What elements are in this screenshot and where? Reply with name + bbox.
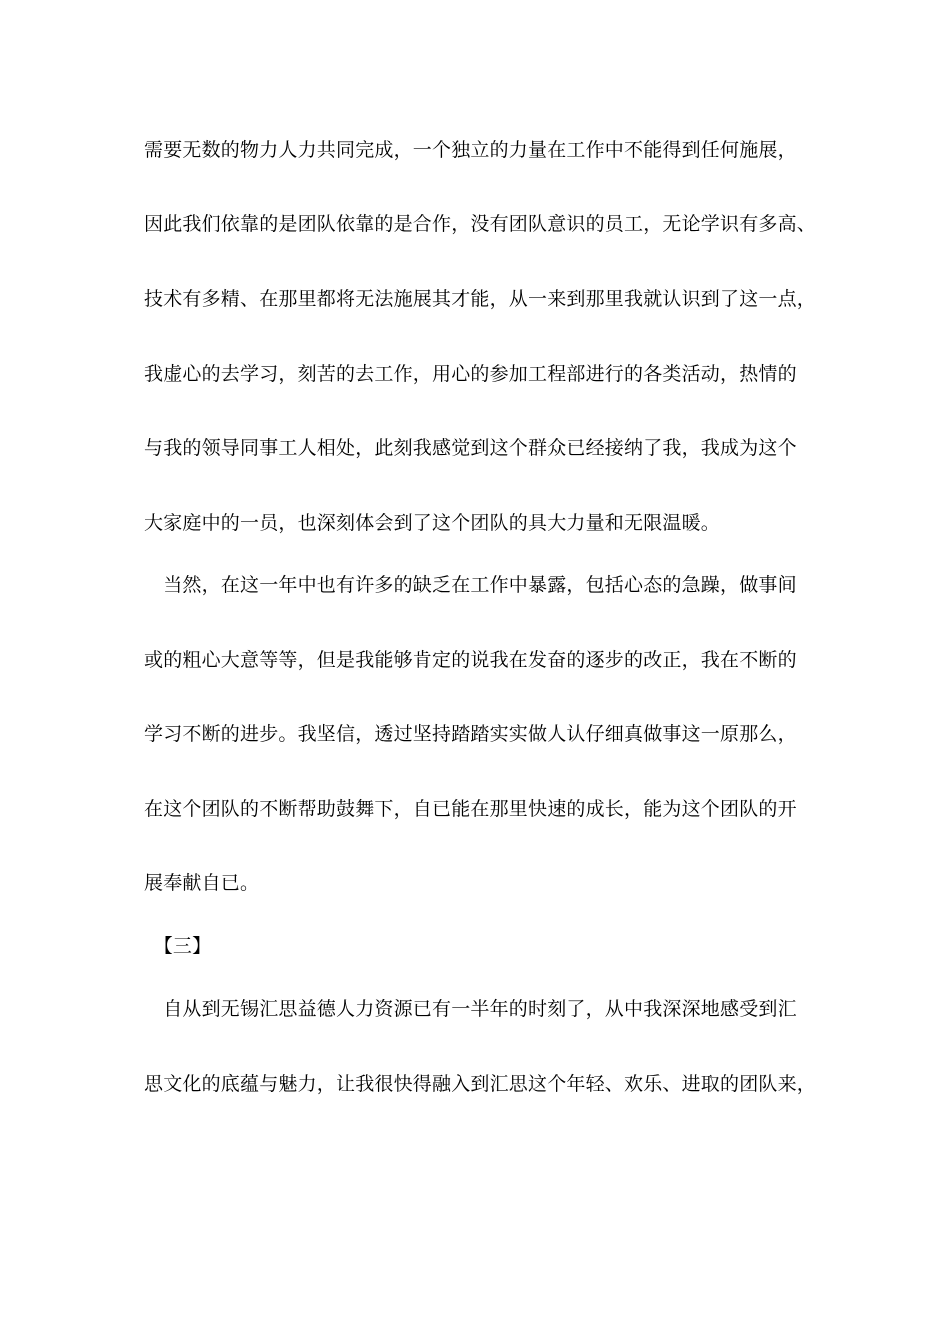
text-line: 展奉献自已。 xyxy=(144,872,260,894)
text-line: 思文化的底蕴与魅力，让我很快得融入到汇思这个年轻、欢乐、进取的团队来， xyxy=(144,1073,817,1095)
text-line: 学习不断的进步。我坚信，透过坚持踏踏实实做人认仔细真做事这一原那么， xyxy=(144,723,797,745)
text-line: 当然，在这一年中也有许多的缺乏在工作中暴露，包括心态的急躁，做事间 xyxy=(144,574,797,596)
text-line: 需要无数的物力人力共同完成，一个独立的力量在工作中不能得到任何施展， xyxy=(144,139,797,161)
text-line: 我虚心的去学习，刻苦的去工作，用心的参加工程部进行的各类活动，热情的 xyxy=(144,363,797,385)
text-line: 技术有多精、在那里都将无法施展其才能，从一来到那里我就认识到了这一点， xyxy=(144,288,817,310)
section-heading: 【三】 xyxy=(144,935,212,957)
text-line: 在这个团队的不断帮助鼓舞下，自已能在那里快速的成长，能为这个团队的开 xyxy=(144,798,797,820)
text-line: 或的粗心大意等等，但是我能够肯定的说我在发奋的逐步的改正，我在不断的 xyxy=(144,649,797,671)
text-line: 与我的领导同事工人相处，此刻我感觉到这个群众已经接纳了我，我成为这个 xyxy=(144,437,797,459)
text-line: 自从到无锡汇思益德人力资源已有一半年的时刻了，从中我深深地感受到汇 xyxy=(144,998,797,1020)
text-line: 大家庭中的一员，也深刻体会到了这个团队的具大力量和无限温暖。 xyxy=(144,512,721,534)
text-line: 因此我们依靠的是团队依靠的是合作，没有团队意识的员工，无论学识有多高、 xyxy=(144,213,817,235)
